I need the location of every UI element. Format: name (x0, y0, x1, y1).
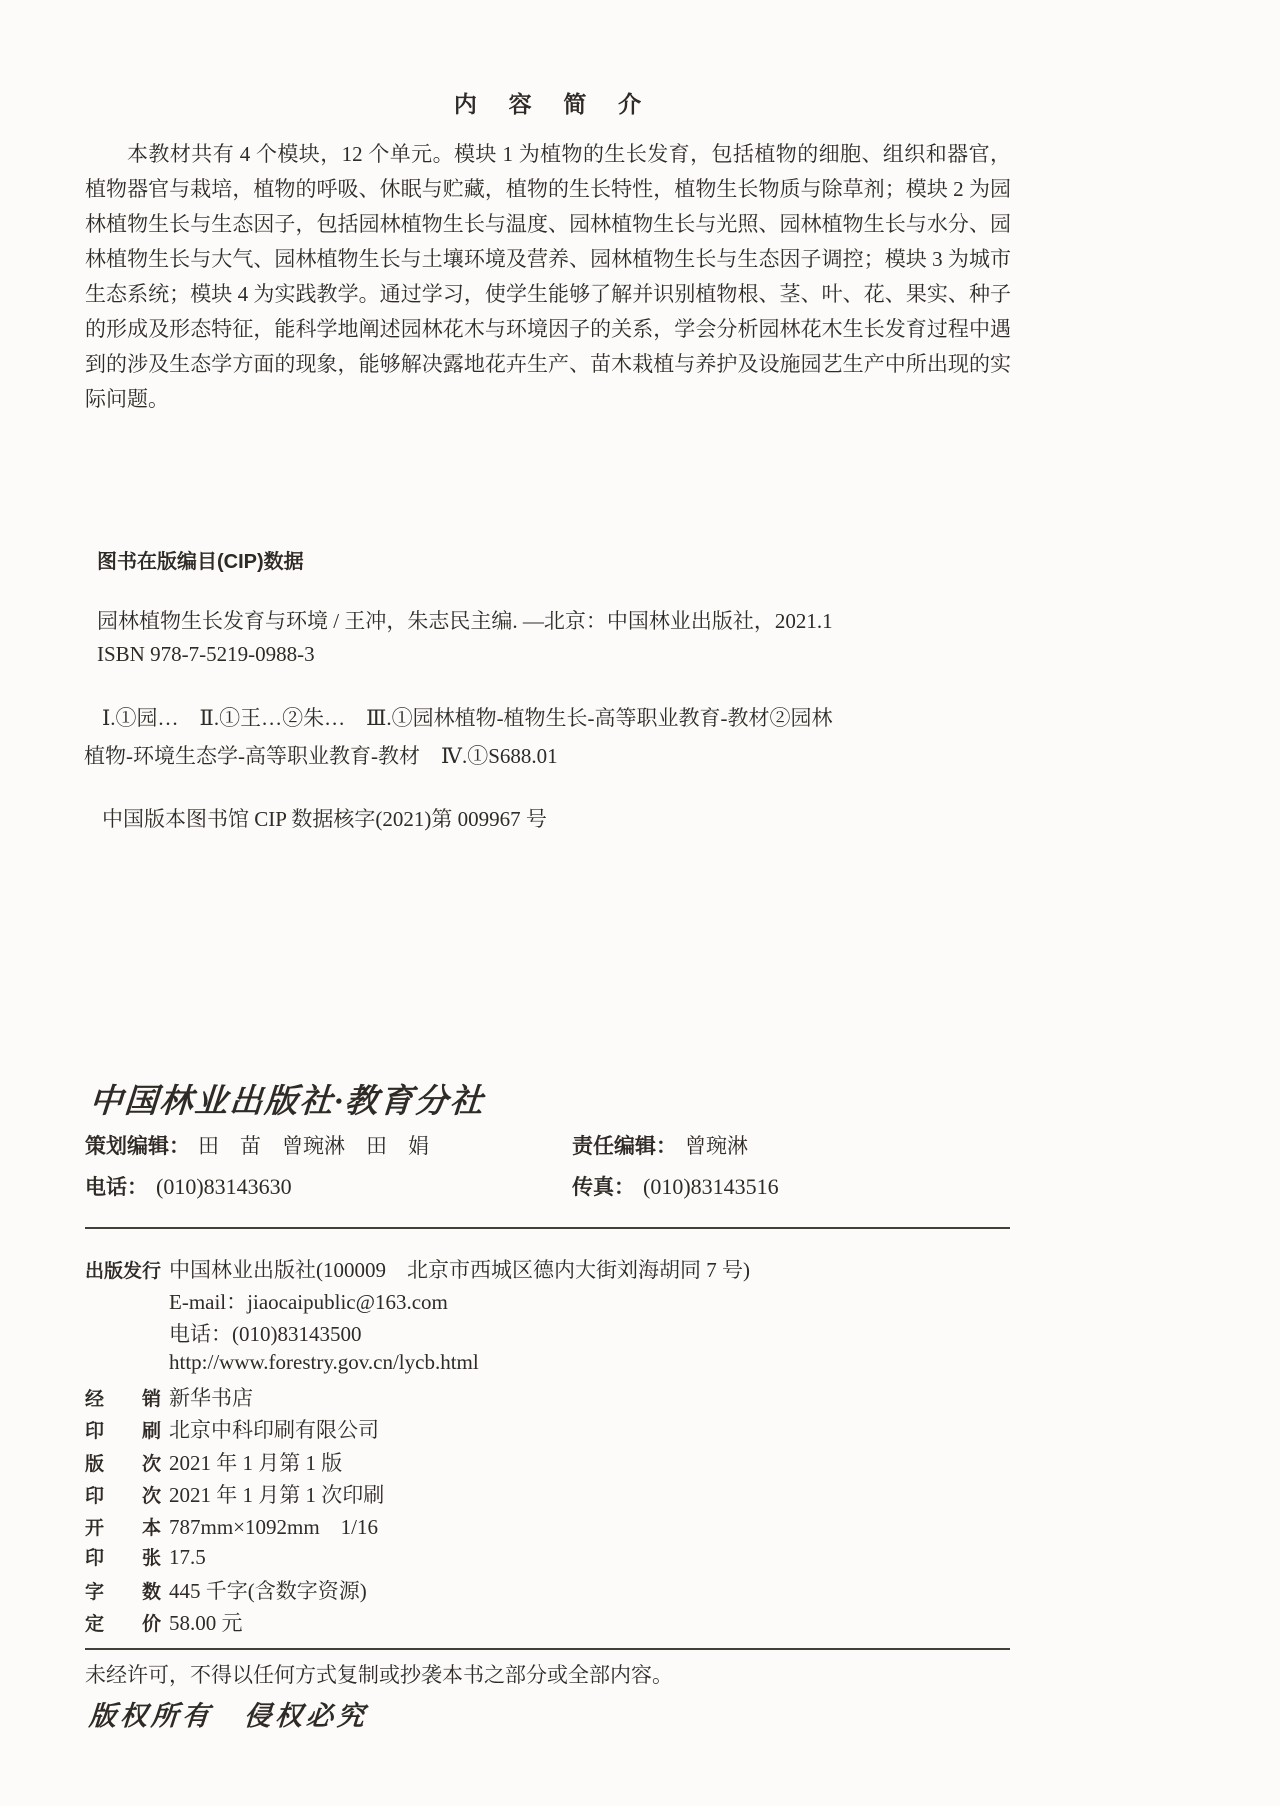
row-label: 字 数 (85, 1581, 162, 1603)
phone-number: (010)83143630 (156, 1174, 292, 1199)
cip-classification-line-2: 植物-环境生态学-高等职业教育-教材 Ⅳ.①S688.01 (84, 744, 558, 768)
table-row-edition (85, 1447, 1010, 1479)
row-value: 17.5 (169, 1544, 206, 1569)
managing-editor-line (572, 1130, 748, 1160)
table-row-publisher (85, 1254, 1010, 1286)
row-label: 经 销 (85, 1389, 162, 1411)
editorial-fax-line (572, 1171, 779, 1201)
divider-bottom (85, 1648, 1010, 1650)
fax-number: (010)83143516 (643, 1174, 779, 1199)
editorial-phone-line (85, 1171, 292, 1201)
table-row-format (85, 1511, 1010, 1543)
planning-editor-names: 田 苗 曾琬淋 田 娟 (198, 1134, 429, 1158)
table-row-phone (85, 1318, 1010, 1350)
table-row-website (85, 1350, 1010, 1382)
row-label: 印 刷 (85, 1421, 162, 1443)
cip-heading: 图书在版编目(CIP)数据 (97, 551, 304, 573)
table-row-price (85, 1607, 1010, 1639)
planning-editor-label: 策划编辑： (85, 1135, 190, 1158)
row-value: 445 千字(含数字资源) (169, 1578, 367, 1603)
row-value: 2021 年 1 月第 1 版 (169, 1450, 343, 1475)
managing-editor-label: 责任编辑： (572, 1135, 677, 1158)
table-row-printing (85, 1414, 1010, 1446)
row-value: http://www.forestry.gov.cn/lycb.html (169, 1350, 479, 1375)
row-label: 印 次 (85, 1485, 162, 1507)
row-value: 中国林业出版社(100009 北京市西城区德内大街刘海胡同 7 号) (169, 1258, 750, 1282)
publisher-brand-signature: 中国林业出版社·教育分社 (88, 1084, 486, 1120)
table-row-impression (85, 1479, 1010, 1511)
row-value: 787mm×1092mm 1/16 (169, 1514, 379, 1539)
cip-entry-line: 园林植物生长发育与环境 / 王冲，朱志民主编. —北京：中国林业出版社，2021.1 (97, 609, 833, 633)
managing-editor-names: 曾琬淋 (685, 1134, 748, 1158)
phone-label: 电话： (85, 1176, 148, 1199)
row-label: 出版发行 (85, 1261, 162, 1282)
table-row-wordcount (85, 1575, 1010, 1607)
row-value: 电话：(010)83143500 (169, 1322, 362, 1347)
row-label: 定 价 (85, 1614, 162, 1636)
row-label: 印 张 (85, 1547, 162, 1569)
table-row-distribution (85, 1382, 1010, 1414)
cip-isbn-line: ISBN 978-7-5219-0988-3 (97, 642, 315, 666)
cip-record-number-line: 中国版本图书馆 CIP 数据核字(2021)第 009967 号 (102, 807, 547, 831)
row-label: 开 本 (85, 1517, 162, 1539)
table-row-sheets (85, 1543, 1010, 1575)
planning-editor-line (85, 1130, 429, 1160)
row-value: 北京中科印刷有限公司 (169, 1418, 379, 1443)
row-value: 58.00 元 (169, 1611, 243, 1636)
content-summary-body: 本教材共有 4 个模块，12 个单元。模块 1 为植物的生长发育，包括植物的细胞、组织和器官，植物器官与栽培，植物的呼吸、休眠与贮藏，植物的生长特性，植物生长物质与除草剂；模块 2 为园林植物生长与生态因子，包括园林植物生长与温度、园林植物生长与光照、园林植物生长与水分、园林植物生长与大气、园林植物生长与土壤环境及营养、园林植物生长与生态因子调控；模块 3 为城市生态系统；模块 4 为实践教学。通过学习，使学生能够了解并识别植物根、茎、叶、花、果实、种子的形成及形态特征，能科学地阐述园林花木与环境因子的关系，学会分析园林花木生长发育过程中遇到的涉及生态学方面的现象，能够解决露地花卉生产、苗木栽植与养护及设施园艺生产中所出现的实际问题。 (85, 142, 1011, 411)
publication-info-table (85, 1254, 1010, 1639)
row-value: 2021 年 1 月第 1 次印刷 (169, 1482, 385, 1507)
license-notice: 未经许可，不得以任何方式复制或抄袭本书之部分或全部内容。 (85, 1663, 673, 1687)
row-value: 新华书店 (169, 1386, 253, 1411)
fax-label: 传真： (572, 1176, 635, 1199)
content-summary-title: 内 容 简 介 (453, 92, 655, 117)
row-value: E-mail：jiaocaipublic@163.com (169, 1290, 448, 1315)
divider-top (85, 1227, 1010, 1229)
table-row-email (85, 1286, 1010, 1318)
copyright-statement: 版权所有 侵权必究 (88, 1701, 370, 1731)
row-label: 版 次 (85, 1453, 162, 1475)
cip-classification-line-1: Ⅰ.①园… Ⅱ.①王…②朱… Ⅲ.①园林植物-植物生长-高等职业教育-教材②园林 (102, 706, 833, 730)
